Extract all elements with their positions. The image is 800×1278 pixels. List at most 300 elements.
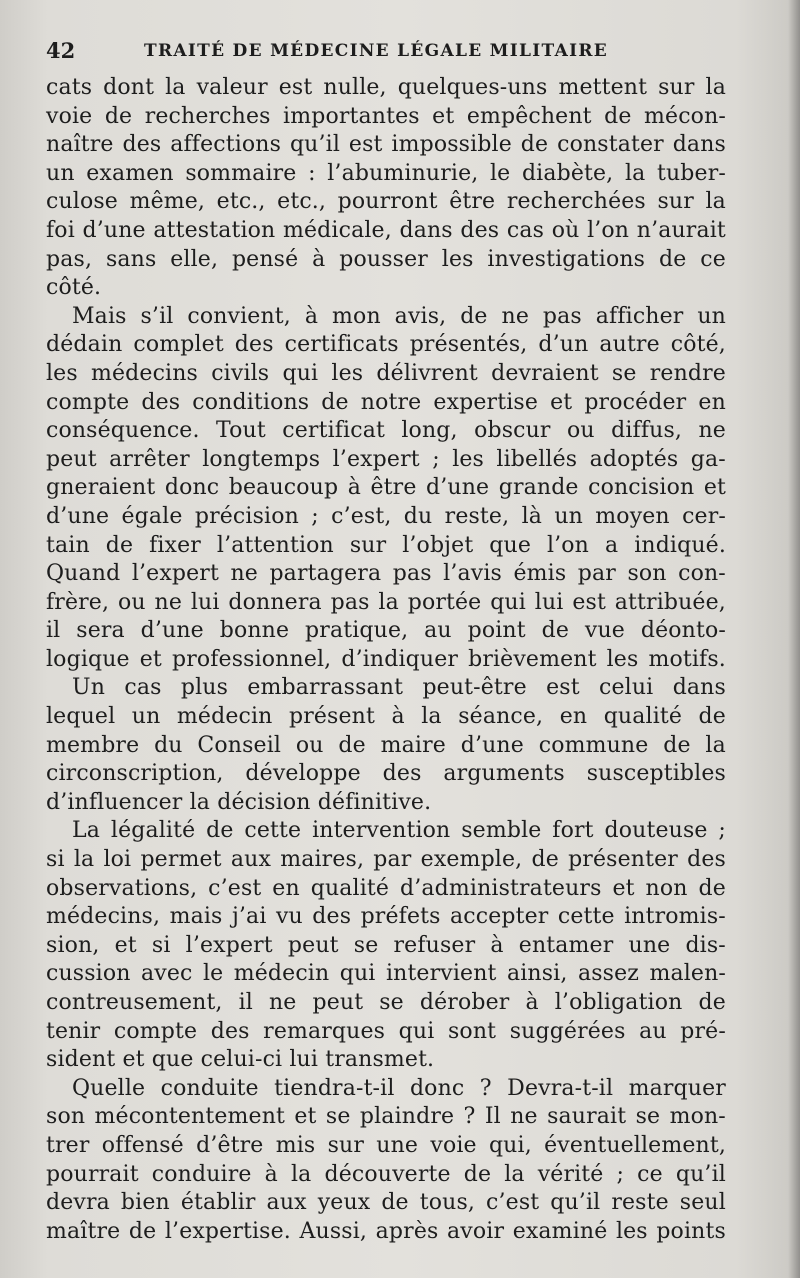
running-title: TRAITÉ DE MÉDECINE LÉGALE MILITAIRE (144, 41, 609, 61)
text-line (46, 1018, 726, 1047)
word: légalité (110, 818, 196, 844)
word: pas (392, 561, 432, 587)
text-line (46, 331, 726, 360)
word: en (698, 389, 726, 415)
word: ce (637, 1161, 663, 1187)
text-line: sident et que celui-ci lui transmet. (46, 1047, 435, 1073)
word: médecins, (46, 904, 161, 930)
text-line (46, 1218, 726, 1247)
text-line (46, 532, 726, 561)
word: sera (76, 618, 125, 644)
word: à (304, 303, 319, 329)
word: maires, (280, 847, 365, 873)
word: pensé (231, 246, 299, 272)
word: cussion (46, 961, 131, 987)
word: dis- (685, 932, 726, 958)
word: quelques-uns (397, 75, 548, 100)
text-line (46, 217, 726, 246)
word: recherchées (506, 189, 646, 215)
word: ainsi, (506, 961, 568, 987)
word: susceptibles (586, 761, 726, 787)
word: avec (141, 961, 193, 987)
word: à (312, 246, 326, 272)
word: points (656, 1218, 726, 1244)
word: ne (268, 990, 297, 1015)
word: médicale, (283, 217, 392, 243)
word: c’est, (331, 503, 392, 529)
word: la (378, 589, 399, 615)
word: voie (46, 103, 93, 129)
word: examen (86, 160, 174, 186)
word: des (312, 904, 352, 930)
word: est (546, 675, 580, 701)
word: présent (288, 704, 375, 730)
text-line (46, 1161, 726, 1190)
word: qualité (310, 875, 390, 901)
word: l’avis (443, 561, 502, 587)
word: dans (672, 675, 726, 701)
word: ne (510, 1104, 538, 1130)
text-line (46, 446, 726, 475)
word: la (290, 1161, 312, 1187)
word: lui (190, 589, 220, 615)
word: a (604, 532, 619, 558)
word: lui (534, 589, 564, 615)
word: dans (672, 132, 726, 158)
text-line (46, 1132, 726, 1161)
word: vu (275, 904, 303, 930)
word: Quelle (72, 1075, 146, 1101)
word: ? (463, 1104, 476, 1130)
word: tuber- (656, 160, 726, 186)
word: voie (430, 1132, 477, 1158)
text-line (46, 760, 726, 789)
word: vue (584, 618, 625, 644)
word: certificats (284, 332, 399, 358)
text-line (46, 817, 726, 846)
word: il (238, 990, 253, 1015)
word: une (376, 1132, 419, 1158)
word: circonscription, (46, 761, 224, 787)
text-line (46, 646, 726, 675)
word: de (698, 875, 726, 901)
word: sommaire (185, 160, 297, 186)
body-text (46, 74, 726, 1246)
word: yeux (317, 1190, 371, 1216)
word: qu’il (675, 1161, 726, 1187)
word: loi (103, 847, 132, 873)
word: Aussi, (299, 1218, 368, 1244)
text-line (46, 246, 726, 275)
text-line (46, 589, 726, 618)
word: se (353, 932, 379, 958)
word: sont (447, 1018, 497, 1044)
word: convient, (187, 303, 291, 329)
word: de (463, 1161, 492, 1187)
word: culose (46, 189, 118, 215)
word: etc., (277, 189, 327, 215)
word: mais (169, 904, 223, 930)
word: l’expert (332, 446, 420, 472)
word: exemple, (420, 847, 523, 873)
word: et (432, 103, 455, 129)
text-line: d’influencer la décision définitive. (46, 789, 432, 815)
word: remarques (263, 1018, 386, 1044)
word: donc (164, 475, 220, 501)
word: les (46, 360, 78, 386)
word: l’on (587, 217, 630, 243)
word: non (645, 875, 688, 901)
word: marquer (628, 1075, 726, 1101)
word: afficher (595, 303, 684, 329)
word: tenir (46, 1018, 101, 1044)
word: des (382, 761, 422, 787)
word: découverte (324, 1161, 451, 1187)
word: complet (133, 332, 224, 358)
word: beaucoup (228, 475, 339, 501)
word: investigations (487, 246, 646, 272)
word: de (520, 132, 549, 158)
word: qui, (488, 1132, 532, 1158)
word: indiqué. (634, 532, 726, 558)
word: être (449, 189, 496, 215)
word: de (531, 847, 559, 873)
word: professionnel, (171, 646, 332, 672)
word: moyen (595, 503, 670, 529)
word: celui (599, 675, 654, 701)
text-line: côté. (46, 275, 102, 301)
word: se (611, 360, 637, 386)
word: de (541, 618, 570, 644)
word: l’obligation (554, 990, 683, 1015)
word: valeur (196, 75, 268, 100)
word: un (46, 160, 75, 186)
word: reste, (444, 503, 510, 529)
word: grande (498, 475, 579, 501)
text-line (46, 1075, 726, 1104)
word: dérober (419, 990, 510, 1015)
word: émis (513, 561, 567, 587)
word: arrêter (109, 446, 190, 472)
word: Conseil (197, 732, 282, 758)
word: au (639, 1018, 667, 1044)
word: devra (46, 1190, 110, 1216)
word: le (202, 961, 224, 987)
word: long, (401, 418, 458, 444)
word: naître (46, 132, 114, 158)
word: dans (399, 217, 453, 243)
word: c’est (208, 875, 262, 901)
word: brièvement (468, 646, 597, 672)
word: accepter (449, 904, 549, 930)
word: il (46, 618, 61, 644)
word: la (624, 160, 646, 186)
word: ne (154, 589, 183, 615)
word: peut (46, 446, 97, 472)
word: précision (194, 503, 299, 529)
word: ne (501, 303, 530, 329)
word: d’être (196, 1132, 264, 1158)
word: n’aurait (636, 217, 726, 243)
word: d’une (82, 217, 146, 243)
word: tous, (419, 1190, 476, 1216)
word: de (321, 389, 349, 415)
text-line (46, 989, 726, 1018)
word: d’indiquer (341, 646, 459, 672)
word: la (504, 1161, 525, 1187)
word: d’une (140, 618, 204, 644)
word: à (264, 1161, 278, 1187)
word: qu’il (550, 1190, 601, 1216)
word: conduire (151, 1161, 252, 1187)
word: malen- (649, 961, 726, 987)
word: concision (588, 475, 695, 501)
word: avoir (447, 1218, 505, 1244)
word: tiendra-t-il (274, 1075, 395, 1101)
word: peut (287, 932, 339, 958)
word: suggérées (509, 1018, 626, 1044)
word: son (46, 1104, 86, 1130)
word: la (421, 704, 442, 730)
word: de (604, 103, 632, 129)
text-line (46, 1103, 726, 1132)
word: rendre (649, 360, 726, 386)
word: séance, (458, 704, 544, 730)
word: donc (409, 1075, 465, 1101)
word: sion, (46, 932, 100, 958)
text-line (46, 1189, 726, 1218)
word: longtemps (202, 446, 321, 472)
word: déonto- (640, 618, 726, 644)
word: obscur (474, 418, 551, 444)
word: côté, (670, 332, 726, 358)
word: d’une (46, 503, 110, 529)
word: ; (432, 446, 440, 472)
word: l’on (546, 532, 589, 558)
word: qui (282, 360, 319, 386)
word: saurait (547, 1104, 627, 1130)
word: qu’il (289, 132, 341, 158)
word: du (154, 732, 183, 758)
word: arguments (443, 761, 565, 787)
word: présenter (568, 847, 678, 873)
word: médecins (91, 360, 198, 386)
text-line (46, 875, 726, 904)
word: autre (599, 332, 660, 358)
word: délivrent (376, 360, 478, 386)
text-line (46, 188, 726, 217)
word: les (606, 646, 639, 672)
word: adoptés (589, 446, 679, 472)
word: seul (679, 1190, 726, 1216)
word: de (698, 990, 726, 1015)
word: pourrait (46, 1161, 139, 1187)
word: de (338, 732, 366, 758)
word: frère, (46, 589, 110, 615)
word: médecin (233, 961, 330, 987)
word: établir (180, 1190, 256, 1216)
word: est (572, 589, 606, 615)
word: est (278, 75, 313, 100)
text-line (46, 674, 726, 703)
word: et (550, 389, 573, 415)
word: au (424, 618, 452, 644)
word: de (460, 303, 488, 329)
word: de (105, 532, 134, 558)
word: ou (567, 418, 595, 444)
word: qui (398, 1018, 435, 1044)
word: pas (330, 589, 370, 615)
word: si (151, 932, 171, 958)
word: les (331, 360, 364, 386)
word: d’une (426, 475, 490, 501)
word: refuser (393, 932, 476, 958)
word: intervention (312, 818, 451, 844)
word: La (72, 818, 101, 844)
word: ? (479, 1075, 492, 1101)
word: et (139, 646, 162, 672)
word: motifs. (648, 646, 726, 672)
word: du (403, 503, 433, 529)
word: vérité (537, 1161, 604, 1187)
word: ; (718, 818, 726, 844)
word: cer- (682, 503, 726, 529)
word: la (705, 75, 726, 100)
word: cas (124, 675, 162, 701)
word: peut (312, 990, 364, 1015)
word: offensé (101, 1132, 184, 1158)
word: de (206, 818, 234, 844)
word: ne (230, 561, 258, 587)
word: être (370, 475, 417, 501)
word: dont (103, 75, 155, 100)
word: civils (211, 360, 270, 386)
word: diffus, (611, 418, 683, 444)
text-line (46, 903, 726, 932)
word: membre (46, 732, 140, 758)
word: devraient (491, 360, 599, 386)
word: l’expertise. (164, 1218, 291, 1244)
word: tain (46, 532, 90, 558)
word: sans (105, 246, 157, 272)
word: qualité (603, 704, 683, 730)
word: plaindre (359, 1104, 455, 1130)
word: intervient (385, 961, 497, 987)
word: avis, (394, 303, 447, 329)
word: constater (557, 132, 664, 158)
word: des (234, 332, 274, 358)
text-line (46, 360, 726, 389)
word: pas, (46, 246, 93, 272)
word: pratique, (305, 618, 409, 644)
word: nulle, (323, 75, 387, 100)
word: point (467, 618, 526, 644)
word: les (615, 1218, 648, 1244)
word: Il (484, 1104, 501, 1130)
word: commune (538, 732, 649, 758)
word: de (663, 732, 691, 758)
word: développe (245, 761, 361, 787)
word: conduite (160, 1075, 259, 1101)
word: semble (461, 818, 542, 844)
word: l’expert (131, 561, 219, 587)
word: fixer (149, 532, 201, 558)
word: contreusement, (46, 990, 223, 1015)
word: mécontentement (94, 1104, 286, 1130)
word: conséquence. (46, 418, 200, 444)
word: libellés (496, 446, 578, 472)
word: c’est (486, 1190, 540, 1216)
word: maire (380, 732, 446, 758)
word: logique (46, 646, 130, 672)
word: de (104, 103, 133, 129)
word: où (551, 217, 580, 243)
word: à (391, 704, 405, 730)
word: importantes (283, 103, 420, 129)
word: recherches (144, 103, 271, 129)
text-line (46, 303, 726, 332)
word: : (308, 160, 316, 186)
word: par (373, 847, 412, 873)
word: pas (542, 303, 582, 329)
word: fort (552, 818, 594, 844)
word: les (441, 246, 474, 272)
word: diabète, (521, 160, 614, 186)
word: des (210, 1018, 250, 1044)
word: la (73, 847, 95, 873)
text-line (46, 131, 726, 160)
word: donnera (228, 589, 322, 615)
word: ou (117, 589, 146, 615)
word: Mais (72, 303, 127, 329)
word: empêchent (466, 103, 592, 129)
word: là (521, 503, 543, 529)
word: l’attention (216, 532, 334, 558)
word: partagera (269, 561, 382, 587)
word: le (489, 160, 511, 186)
word: mon- (669, 1104, 726, 1130)
page-header (46, 36, 726, 66)
word: j’ai (231, 904, 267, 930)
word: ga- (690, 446, 726, 472)
word: cas (506, 217, 545, 243)
word: des (687, 847, 726, 873)
word: en (272, 875, 300, 901)
text-line (46, 703, 726, 732)
word: bonne (219, 618, 290, 644)
word: impossible (391, 132, 512, 158)
word: en (559, 704, 588, 730)
word: ; (616, 1161, 625, 1187)
word: assez (577, 961, 639, 987)
word: Tout (216, 418, 266, 444)
word: observations, (46, 875, 198, 901)
word: d’une (460, 732, 524, 758)
text-line (46, 960, 726, 989)
word: mis (275, 1132, 316, 1158)
word: ; (311, 503, 319, 529)
word: s’il (140, 303, 174, 329)
word: mon (332, 303, 381, 329)
word: reste (611, 1190, 669, 1216)
word: et (294, 1104, 317, 1130)
word: et (612, 875, 635, 901)
word: égale (121, 503, 183, 529)
word: Un (72, 675, 106, 701)
page-number: 42 (46, 38, 76, 63)
word: de (658, 246, 687, 272)
word: des (122, 132, 162, 158)
